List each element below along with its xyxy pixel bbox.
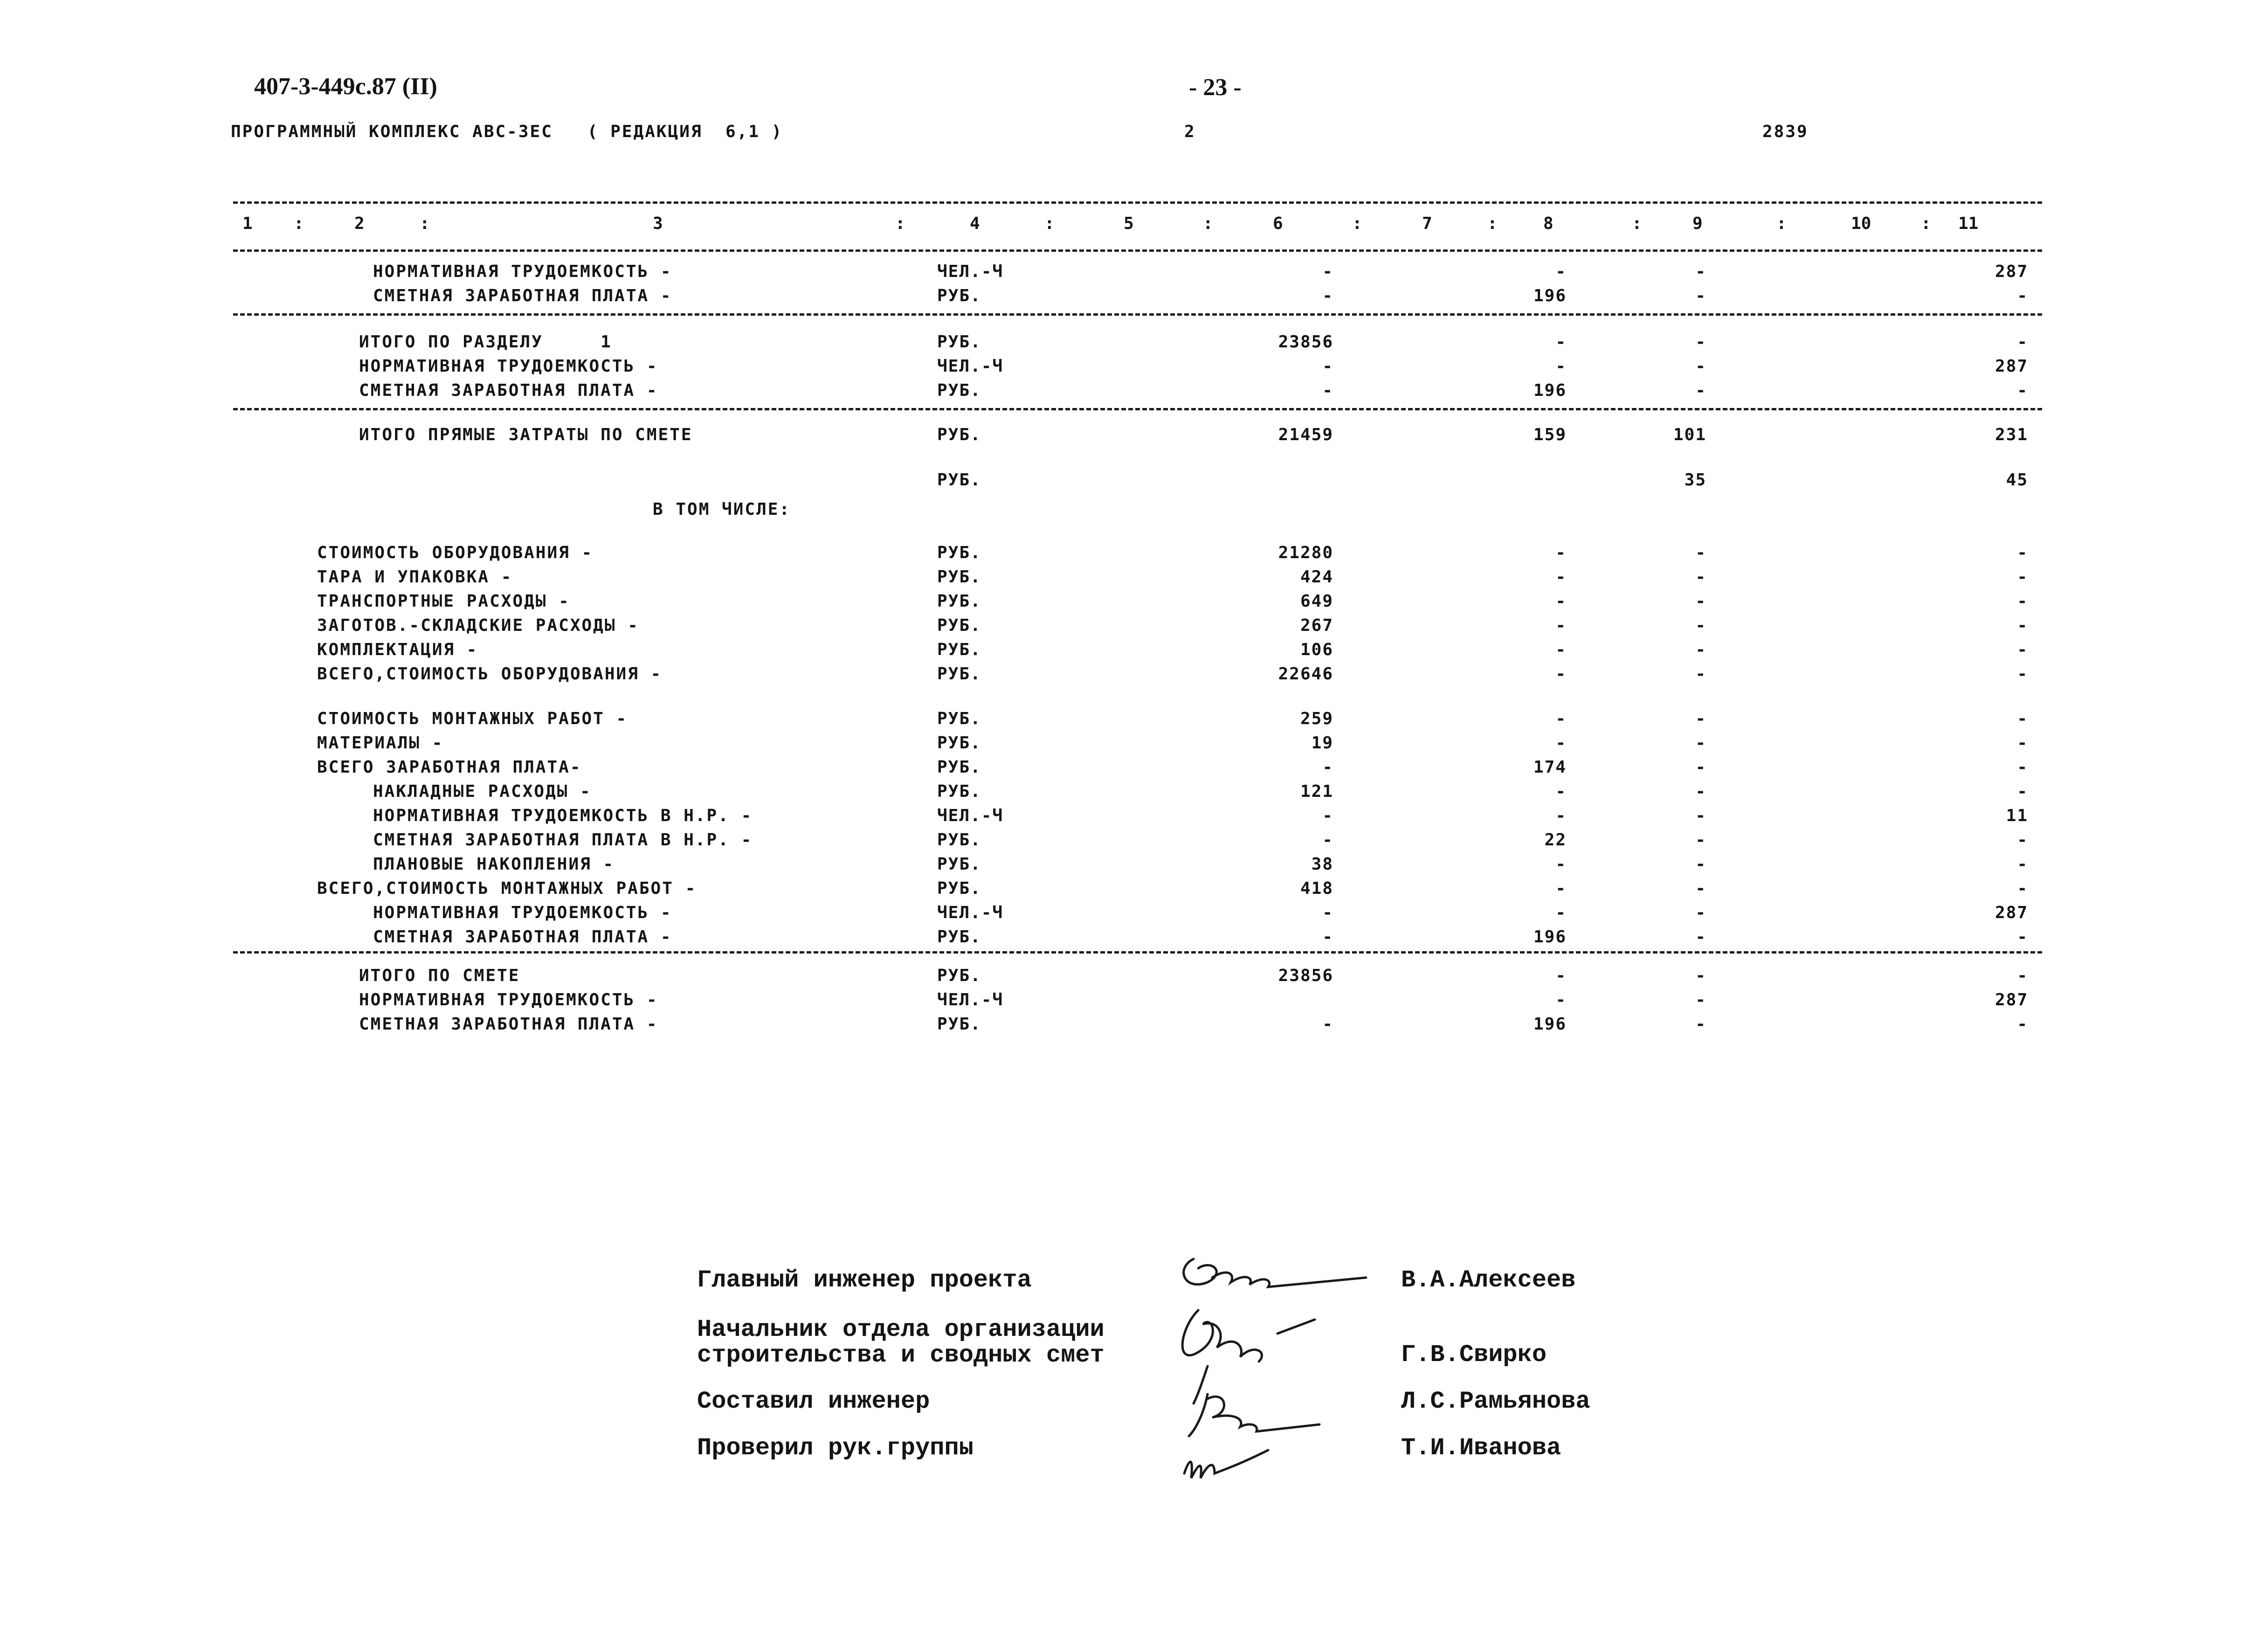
including-heading: В ТОМ ЧИСЛЕ: xyxy=(653,500,791,519)
cell-c9: - xyxy=(1695,709,1706,728)
cell-c11: 11 xyxy=(2006,806,2028,825)
cell-c8: - xyxy=(1555,332,1567,352)
row-unit: РУБ. xyxy=(937,592,981,611)
cell-c11: - xyxy=(2017,640,2028,659)
cell-c11: - xyxy=(2017,966,2028,985)
cell-c9: - xyxy=(1695,567,1706,587)
row-unit: РУБ. xyxy=(937,830,981,850)
column-number: 8 xyxy=(1543,214,1554,233)
cell-c9: - xyxy=(1695,879,1706,898)
row-label: НАКЛАДНЫЕ РАСХОДЫ - xyxy=(373,782,592,801)
column-separator: : xyxy=(294,214,304,233)
column-number: 1 xyxy=(242,214,253,233)
row-unit: РУБ. xyxy=(937,733,981,753)
column-header-rule xyxy=(233,249,2042,252)
cell-c7: 106 xyxy=(1300,640,1333,659)
cell-c11: 287 xyxy=(1995,357,2028,376)
cell-c11: - xyxy=(2017,782,2028,801)
cell-c9: 35 xyxy=(1684,470,1706,490)
cell-c9: - xyxy=(1695,543,1706,562)
handwritten-signatures xyxy=(1156,1240,1380,1492)
row-label: СТОИМОСТЬ ОБОРУДОВАНИЯ - xyxy=(317,543,594,562)
section-rule xyxy=(233,408,2042,410)
row-label: ИТОГО ПРЯМЫЕ ЗАТРАТЫ ПО СМЕТЕ xyxy=(359,425,693,444)
column-separator: : xyxy=(1921,214,1931,233)
cell-c7: - xyxy=(1322,806,1333,825)
cell-c9: - xyxy=(1695,664,1706,684)
row-label: ИТОГО ПО РАЗДЕЛУ 1 xyxy=(359,332,612,352)
row-unit: РУБ. xyxy=(937,855,981,874)
column-number: 10 xyxy=(1851,214,1871,233)
row-label: НОРМАТИВНАЯ ТРУДОЕМКОСТЬ - xyxy=(359,357,658,376)
cell-c9: - xyxy=(1695,1015,1706,1034)
cell-c8: - xyxy=(1555,806,1567,825)
code-right: 2839 xyxy=(1762,122,1809,141)
row-unit: РУБ. xyxy=(937,640,981,659)
column-number: 9 xyxy=(1692,214,1703,233)
row-unit: РУБ. xyxy=(937,470,981,490)
cell-c7: 259 xyxy=(1300,709,1333,728)
cell-c9: - xyxy=(1695,758,1706,777)
row-label: ЗАГОТОВ.-СКЛАДСКИЕ РАСХОДЫ - xyxy=(317,616,639,635)
row-label: НОРМАТИВНАЯ ТРУДОЕМКОСТЬ - xyxy=(373,262,672,281)
cell-c8: 196 xyxy=(1533,1015,1567,1034)
row-unit: ЧЕЛ.-Ч xyxy=(937,806,1004,825)
cell-c11: - xyxy=(2017,664,2028,684)
row-label: ТАРА И УПАКОВКА - xyxy=(317,567,513,587)
signature-title: Проверил рук.группы xyxy=(697,1434,974,1462)
row-unit: РУБ. xyxy=(937,425,981,444)
row-unit: ЧЕЛ.-Ч xyxy=(937,357,1004,376)
cell-c8: 196 xyxy=(1533,927,1567,947)
page-number: - 23 - xyxy=(1189,74,1242,101)
row-label: КОМПЛЕКТАЦИЯ - xyxy=(317,640,478,659)
section-rule xyxy=(233,951,2042,954)
cell-c7: - xyxy=(1322,286,1333,305)
signature-title: Составил инженер xyxy=(697,1388,930,1415)
cell-c8: - xyxy=(1555,855,1567,874)
row-label: СМЕТНАЯ ЗАРАБОТНАЯ ПЛАТА - xyxy=(373,286,672,305)
row-label: НОРМАТИВНАЯ ТРУДОЕМКОСТЬ - xyxy=(373,903,672,922)
column-number: 4 xyxy=(970,214,980,233)
row-label: МАТЕРИАЛЫ - xyxy=(317,733,444,753)
column-separator: : xyxy=(1776,214,1787,233)
cell-c8: - xyxy=(1555,543,1567,562)
cell-c9: - xyxy=(1695,903,1706,922)
row-label: ВСЕГО,СТОИМОСТЬ ОБОРУДОВАНИЯ - xyxy=(317,664,663,684)
row-label: СМЕТНАЯ ЗАРАБОТНАЯ ПЛАТА В Н.Р. - xyxy=(373,830,753,850)
cell-c9: - xyxy=(1695,990,1706,1009)
cell-c7: 267 xyxy=(1300,616,1333,635)
cell-c8: - xyxy=(1555,990,1567,1009)
cell-c11: 231 xyxy=(1995,425,2028,444)
row-unit: ЧЕЛ.-Ч xyxy=(937,903,1004,922)
cell-c7: - xyxy=(1322,830,1333,850)
row-unit: РУБ. xyxy=(937,286,981,305)
cell-c7: 22646 xyxy=(1278,664,1333,684)
row-label: ПЛАНОВЫЕ НАКОПЛЕНИЯ - xyxy=(373,855,615,874)
row-label: ВСЕГО,СТОИМОСТЬ МОНТАЖНЫХ РАБОТ - xyxy=(317,879,697,898)
column-number: 7 xyxy=(1422,214,1432,233)
cell-c11: 287 xyxy=(1995,903,2028,922)
cell-c11: - xyxy=(2017,567,2028,587)
row-label: НОРМАТИВНАЯ ТРУДОЕМКОСТЬ В Н.Р. - xyxy=(373,806,753,825)
cell-c8: - xyxy=(1555,640,1567,659)
cell-c8: - xyxy=(1555,903,1567,922)
cell-c8: - xyxy=(1555,592,1567,611)
cell-c9: - xyxy=(1695,381,1706,400)
row-unit: РУБ. xyxy=(937,332,981,352)
cell-c9: - xyxy=(1695,616,1706,635)
cell-c8: 174 xyxy=(1533,758,1567,777)
column-number: 11 xyxy=(1958,214,1979,233)
cell-c11: - xyxy=(2017,927,2028,947)
row-unit: РУБ. xyxy=(937,543,981,562)
column-separator: : xyxy=(1487,214,1498,233)
cell-c9: - xyxy=(1695,640,1706,659)
signature-title: Главный инженер проекта xyxy=(697,1266,1032,1294)
cell-c11: - xyxy=(2017,879,2028,898)
cell-c11: - xyxy=(2017,709,2028,728)
cell-c9: - xyxy=(1695,782,1706,801)
cell-c9: - xyxy=(1695,966,1706,985)
row-label: СМЕТНАЯ ЗАРАБОТНАЯ ПЛАТА - xyxy=(373,927,672,947)
column-number: 5 xyxy=(1124,214,1134,233)
cell-c9: - xyxy=(1695,262,1706,281)
cell-c8: - xyxy=(1555,616,1567,635)
column-number: 2 xyxy=(354,214,365,233)
cell-c7: 23856 xyxy=(1278,966,1333,985)
signature-name: Т.И.Иванова xyxy=(1401,1434,1561,1462)
row-label: ТРАНСПОРТНЫЕ РАСХОДЫ - xyxy=(317,592,570,611)
cell-c9: - xyxy=(1695,830,1706,850)
program-line: ПРОГРАММНЫЙ КОМПЛЕКС АВС-ЗЕС ( РЕДАКЦИЯ 6,1 ) xyxy=(231,122,783,141)
cell-c8: 196 xyxy=(1533,286,1567,305)
row-unit: РУБ. xyxy=(937,758,981,777)
row-label: ВСЕГО ЗАРАБОТНАЯ ПЛАТА- xyxy=(317,758,582,777)
cell-c8: - xyxy=(1555,733,1567,753)
cell-c9: 101 xyxy=(1673,425,1706,444)
cell-c11: - xyxy=(2017,381,2028,400)
cell-c7: 418 xyxy=(1300,879,1333,898)
cell-c7: - xyxy=(1322,903,1333,922)
cell-c7: - xyxy=(1322,927,1333,947)
cell-c11: 287 xyxy=(1995,990,2028,1009)
cell-c11: - xyxy=(2017,758,2028,777)
signature-name: Л.С.Рамьянова xyxy=(1401,1388,1590,1415)
row-unit: РУБ. xyxy=(937,381,981,400)
cell-c8: 22 xyxy=(1544,830,1567,850)
cell-c7: - xyxy=(1322,1015,1333,1034)
row-unit: РУБ. xyxy=(937,782,981,801)
column-separator: : xyxy=(1632,214,1642,233)
row-unit: РУБ. xyxy=(937,1015,981,1034)
row-unit: ЧЕЛ.-Ч xyxy=(937,990,1004,1009)
row-label: СТОИМОСТЬ МОНТАЖНЫХ РАБОТ - xyxy=(317,709,628,728)
column-separator: : xyxy=(1203,214,1213,233)
row-unit: РУБ. xyxy=(937,966,981,985)
cell-c8: - xyxy=(1555,966,1567,985)
cell-c7: - xyxy=(1322,758,1333,777)
cell-c8: 196 xyxy=(1533,381,1567,400)
row-unit: РУБ. xyxy=(937,616,981,635)
row-unit: РУБ. xyxy=(937,664,981,684)
row-unit: РУБ. xyxy=(937,879,981,898)
cell-c9: - xyxy=(1695,733,1706,753)
signature-title: Начальник отдела организации строительства и сводных смет xyxy=(697,1316,1105,1369)
table-top-rule xyxy=(233,201,2042,204)
cell-c11: - xyxy=(2017,286,2028,305)
column-number: 6 xyxy=(1273,214,1283,233)
cell-c11: - xyxy=(2017,733,2028,753)
cell-c11: - xyxy=(2017,543,2028,562)
row-label: СМЕТНАЯ ЗАРАБОТНАЯ ПЛАТА - xyxy=(359,1015,658,1034)
cell-c8: - xyxy=(1555,709,1567,728)
cell-c7: 23856 xyxy=(1278,332,1333,352)
cell-c9: - xyxy=(1695,332,1706,352)
cell-c7: - xyxy=(1322,357,1333,376)
cell-c11: 45 xyxy=(2006,470,2028,490)
cell-c9: - xyxy=(1695,357,1706,376)
cell-c8: - xyxy=(1555,664,1567,684)
cell-c11: - xyxy=(2017,830,2028,850)
signature-name: Г.В.Свирко xyxy=(1401,1341,1547,1369)
cell-c8: - xyxy=(1555,262,1567,281)
cell-c8: - xyxy=(1555,782,1567,801)
cell-c11: - xyxy=(2017,332,2028,352)
cell-c8: 159 xyxy=(1533,425,1567,444)
cell-c9: - xyxy=(1695,855,1706,874)
cell-c7: - xyxy=(1322,262,1333,281)
cell-c7: - xyxy=(1322,381,1333,400)
cell-c7: 121 xyxy=(1300,782,1333,801)
row-label: ИТОГО ПО СМЕТЕ xyxy=(359,966,520,985)
column-number: 3 xyxy=(653,214,663,233)
column-separator: : xyxy=(420,214,430,233)
cell-c8: - xyxy=(1555,567,1567,587)
column-separator: : xyxy=(1352,214,1362,233)
column-separator: : xyxy=(1044,214,1055,233)
cell-c11: - xyxy=(2017,1015,2028,1034)
row-unit: РУБ. xyxy=(937,567,981,587)
cell-c11: - xyxy=(2017,616,2028,635)
doc-code: 407-3-449c.87 (II) xyxy=(254,73,437,100)
cell-c8: - xyxy=(1555,879,1567,898)
signature-name: В.А.Алексеев xyxy=(1401,1266,1576,1294)
row-label: НОРМАТИВНАЯ ТРУДОЕМКОСТЬ - xyxy=(359,990,658,1009)
cell-c7: 19 xyxy=(1311,733,1333,753)
section-rule xyxy=(233,313,2042,316)
cell-c11: - xyxy=(2017,855,2028,874)
cell-c7: 21280 xyxy=(1278,543,1333,562)
cell-c9: - xyxy=(1695,592,1706,611)
cell-c7: 38 xyxy=(1311,855,1333,874)
row-unit: РУБ. xyxy=(937,927,981,947)
row-unit: ЧЕЛ.-Ч xyxy=(937,262,1004,281)
cell-c7: 649 xyxy=(1300,592,1333,611)
cell-c9: - xyxy=(1695,806,1706,825)
cell-c8: - xyxy=(1555,357,1567,376)
cell-c7: 21459 xyxy=(1278,425,1333,444)
cell-c11: - xyxy=(2017,592,2028,611)
column-separator: : xyxy=(895,214,905,233)
cell-c11: 287 xyxy=(1995,262,2028,281)
sheet-number: 2 xyxy=(1184,122,1196,141)
cell-c9: - xyxy=(1695,927,1706,947)
cell-c7: 424 xyxy=(1300,567,1333,587)
row-label: СМЕТНАЯ ЗАРАБОТНАЯ ПЛАТА - xyxy=(359,381,658,400)
row-unit: РУБ. xyxy=(937,709,981,728)
cell-c9: - xyxy=(1695,286,1706,305)
